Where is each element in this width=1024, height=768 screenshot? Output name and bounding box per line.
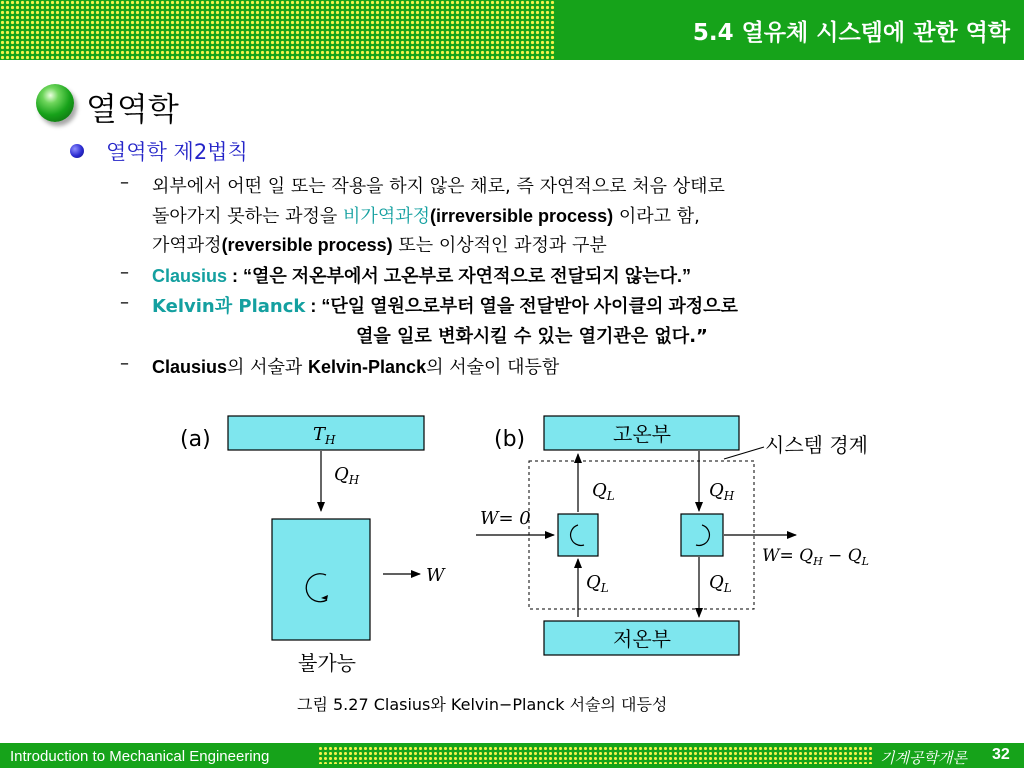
dash-bullet: – <box>120 262 129 283</box>
irreversible-term: 비가역과정 <box>343 206 430 227</box>
q-l-label-bottom-left: $Q_L$ <box>586 572 609 595</box>
bullet-3-line-2: 열을 일로 변화시킬 수 있는 열기관은 없다.” <box>356 326 708 347</box>
refrigerator-box <box>558 514 598 556</box>
work-out-label: $W= Q_H - Q_L$ <box>762 546 869 568</box>
sub-heading: 열역학 제2법칙 <box>106 140 248 164</box>
hot-reservoir-label: 고온부 <box>613 422 671 446</box>
engine-caption-a: 불가능 <box>298 651 356 675</box>
page-number: 32 <box>992 746 1010 763</box>
bullet-1-text-3c: 또는 이상적인 과정과 구분 <box>392 235 607 256</box>
reservoir-temp-a: $T_H$ <box>313 424 336 447</box>
kelvin-planck-ref: Kelvin-Planck <box>308 357 427 377</box>
footer-dot-pattern <box>318 746 874 764</box>
heat-label-a: $Q_H$ <box>334 464 360 487</box>
heat-engine-box <box>681 514 723 556</box>
course-title-en: Introduction to Mechanical Engineering <box>10 748 270 765</box>
reversible-english: (reversible process) <box>221 235 393 255</box>
dash-bullet: – <box>120 172 129 193</box>
clausius-ref: Clausius <box>152 357 228 377</box>
irreversible-english: (irreversible process) <box>430 206 614 226</box>
bullet-4-text-b: 의 서술과 <box>227 357 309 378</box>
dash-bullet: – <box>120 292 129 313</box>
course-title-ko: 기계공학개론 <box>880 749 967 767</box>
section-heading: 열역학 <box>86 90 179 128</box>
bullet-1-line-1: 외부에서 어떤 일 또는 작용을 하지 않은 채로, 즉 자연적으로 처음 상태로 <box>152 176 725 197</box>
figure-b-label: (b) <box>494 427 526 452</box>
cold-reservoir-label: 저온부 <box>613 627 671 651</box>
reversible-term: 가역과정 <box>152 235 222 256</box>
bullet-4-text-d: 의 서술이 대등함 <box>426 357 560 378</box>
dash-bullet: – <box>120 353 129 374</box>
system-boundary-label: 시스템 경계 <box>765 433 868 457</box>
engine-box-a <box>272 519 370 640</box>
q-l-label-top: $Q_L$ <box>592 480 615 503</box>
clausius-statement: : “열은 저온부에서 고온부로 자연적으로 전달되지 않는다.” <box>227 266 691 286</box>
kelvin-planck-name: Kelvin과 Planck <box>152 296 306 317</box>
kelvin-planck-statement: : “단일 열원으로부터 열을 전달받아 사이클의 과정으로 <box>305 296 738 316</box>
work-in-label: W= 0 <box>480 508 531 529</box>
slide-title: 5.4 열유체 시스템에 관한 역학 <box>692 20 1010 46</box>
figure-caption: 그림 5.27 Clasius와 Kelvin−Planck 서술의 대등성 <box>297 695 668 714</box>
clausius-name: Clausius <box>152 266 228 286</box>
bullet-1-text-a: 돌아가지 못하는 과정을 <box>152 206 344 227</box>
q-h-label: $Q_H$ <box>709 480 735 503</box>
work-label-a: W <box>426 565 445 586</box>
figure-a-label: (a) <box>180 427 211 452</box>
q-l-label-bottom-right: $Q_L$ <box>709 572 732 595</box>
bullet-1-text-d: 이라고 함, <box>613 206 700 227</box>
